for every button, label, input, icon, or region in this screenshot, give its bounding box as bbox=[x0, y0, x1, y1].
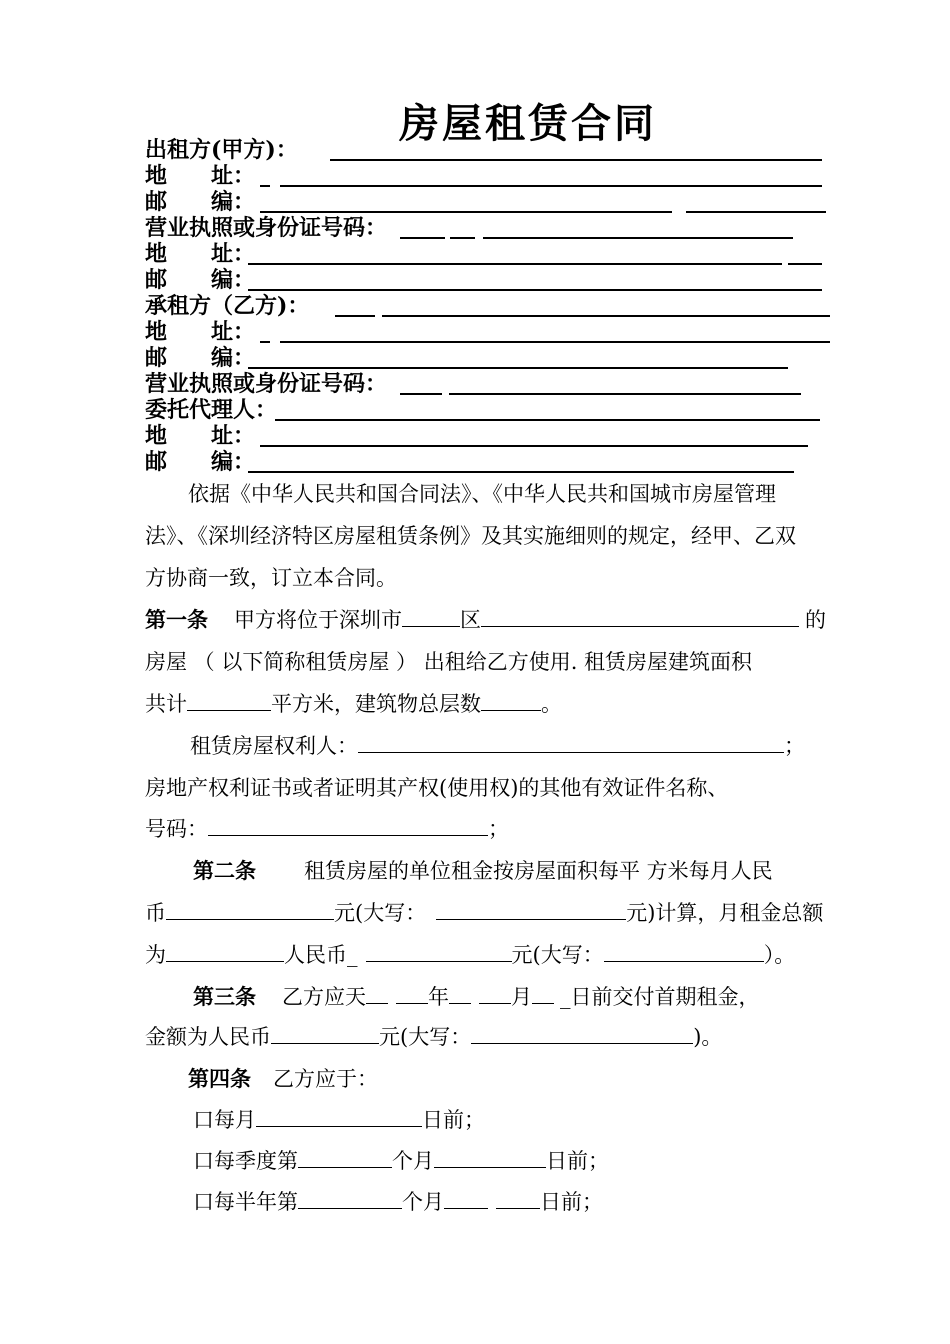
certificate-number-blank[interactable] bbox=[208, 817, 488, 836]
month-blank-b[interactable] bbox=[479, 985, 511, 1004]
article-3-heading: 第三条 bbox=[193, 984, 256, 1009]
first-rent-blank[interactable] bbox=[271, 1025, 379, 1044]
lessor-license-blank-a[interactable] bbox=[400, 237, 445, 239]
quarterly-month-blank[interactable] bbox=[298, 1149, 392, 1168]
year-blank-b[interactable] bbox=[396, 985, 428, 1004]
option-quarterly-label: 口每季度第 bbox=[193, 1149, 298, 1173]
year-blank-a[interactable] bbox=[366, 985, 388, 1004]
article-2-text: 租赁房屋的单位租金按房屋面积每平 方米每月人民 bbox=[304, 859, 773, 883]
lessee-license-blank-a[interactable] bbox=[400, 393, 442, 395]
lessee-agent-blank[interactable] bbox=[275, 419, 820, 421]
article-2-line-2 bbox=[145, 899, 823, 927]
lessee-license-label: 营业执照或身份证号码： bbox=[145, 371, 388, 397]
article-1-text-b: 区 bbox=[460, 608, 481, 632]
certificate-number-label: 号码： bbox=[145, 817, 208, 841]
semicolon: ； bbox=[488, 817, 509, 841]
lessor-address-blank-b[interactable] bbox=[280, 185, 822, 187]
lessee-blank-a[interactable] bbox=[335, 315, 375, 317]
article-1-line-1 bbox=[145, 606, 826, 634]
article-1-line-3 bbox=[145, 690, 562, 718]
article-2-line-3 bbox=[145, 941, 795, 969]
total-label: 为 bbox=[145, 943, 166, 967]
semiannual-day-blank-a[interactable] bbox=[444, 1190, 488, 1209]
lessee-address2-label: 地 址： bbox=[145, 423, 256, 449]
preamble-line-1: 依据《中华人民共和国合同法》、《中华人民共和国城市房屋管理 bbox=[188, 482, 776, 506]
article-4-heading: 第四条 bbox=[188, 1066, 251, 1091]
lessee-address-blank-a[interactable] bbox=[260, 341, 270, 343]
semiannual-month-blank[interactable] bbox=[298, 1190, 402, 1209]
location-blank[interactable] bbox=[481, 608, 799, 627]
yuan-words-label: 元(大写： bbox=[511, 943, 604, 967]
article-2-heading: 第二条 bbox=[193, 858, 256, 883]
lessor-address2-blank-b[interactable] bbox=[788, 263, 822, 265]
lessee-address-label: 地 址： bbox=[145, 319, 256, 345]
calc-text: 元)计算，月租金总额 bbox=[626, 901, 824, 925]
article-3-line-1 bbox=[193, 983, 760, 1011]
floors-blank[interactable] bbox=[481, 692, 541, 711]
owner-label: 租赁房屋权利人： bbox=[190, 734, 358, 758]
article-1-line-2: 房屋 （ 以下简称租赁房屋 ） 出租给乙方使用. 租赁房屋建筑面积 bbox=[145, 650, 753, 674]
monthly-day-blank[interactable] bbox=[256, 1108, 422, 1127]
option-quarterly-end: 日前； bbox=[546, 1149, 609, 1173]
article-1-text-c: 的 bbox=[805, 608, 826, 632]
semiannual-day-blank-b[interactable] bbox=[496, 1190, 540, 1209]
lessor-postcode2-blank[interactable] bbox=[248, 289, 822, 291]
yuan-words-label: 元(大写： bbox=[379, 1025, 472, 1049]
lessee-address2-blank[interactable] bbox=[260, 445, 808, 447]
article-4-text: 乙方应于： bbox=[273, 1067, 378, 1091]
lessor-address-label: 地 址： bbox=[145, 163, 256, 189]
lessor-postcode-label: 邮 编： bbox=[145, 189, 256, 215]
close-paren: )。 bbox=[693, 1025, 723, 1049]
period: 。 bbox=[541, 692, 562, 716]
lessee-address-blank-b[interactable] bbox=[280, 341, 830, 343]
lessee-postcode2-label: 邮 编： bbox=[145, 449, 256, 475]
year-label: 年 bbox=[428, 985, 449, 1009]
lessor-blank[interactable] bbox=[330, 159, 822, 161]
option-semiannual[interactable] bbox=[193, 1188, 603, 1216]
month-label: 个月 bbox=[402, 1190, 444, 1214]
document-title: 房屋租赁合同 bbox=[399, 100, 657, 147]
first-rent-label: 金额为人民币 bbox=[145, 1025, 271, 1049]
lessor-postcode2-label: 邮 编： bbox=[145, 267, 256, 293]
lessee-postcode-blank[interactable] bbox=[248, 367, 788, 369]
currency-label: 币 bbox=[145, 901, 166, 925]
article-2-line-1 bbox=[193, 857, 773, 885]
preamble-line-2: 法》、《深圳经济特区房屋租赁条例》及其实施细则的规定，经甲、乙双 bbox=[145, 524, 796, 548]
article-4-line-1 bbox=[188, 1065, 378, 1093]
lessor-license-blank-b[interactable] bbox=[450, 237, 475, 239]
quarterly-day-blank[interactable] bbox=[434, 1149, 546, 1168]
article-3-text-b: _日前交付首期租金， bbox=[560, 985, 760, 1009]
area-blank[interactable] bbox=[187, 692, 271, 711]
article-1-heading: 第一条 bbox=[145, 607, 208, 632]
lessee-postcode-label: 邮 编： bbox=[145, 345, 256, 371]
close-paren: ）。 bbox=[763, 943, 796, 967]
lessor-address2-label: 地 址： bbox=[145, 241, 256, 267]
lessor-license-label: 营业执照或身份证号码： bbox=[145, 215, 388, 241]
area-label: 共计 bbox=[145, 692, 187, 716]
lessor-postcode-blank-b[interactable] bbox=[686, 211, 826, 213]
certificate-number-line bbox=[145, 815, 509, 843]
month-label: 月 bbox=[511, 985, 532, 1009]
lessor-postcode-blank-a[interactable] bbox=[260, 211, 672, 213]
unit-rent-blank[interactable] bbox=[166, 901, 334, 920]
option-quarterly[interactable] bbox=[193, 1147, 609, 1175]
option-monthly-label: 口每月 bbox=[193, 1108, 256, 1132]
month-blank-a[interactable] bbox=[449, 985, 471, 1004]
lessor-label: 出租方(甲方)： bbox=[145, 137, 298, 163]
lessee-blank-b[interactable] bbox=[382, 315, 830, 317]
lessee-postcode2-blank[interactable] bbox=[248, 471, 794, 473]
owner-blank[interactable] bbox=[358, 734, 784, 753]
owner-line bbox=[190, 732, 805, 760]
district-blank[interactable] bbox=[402, 608, 460, 627]
semicolon: ； bbox=[784, 734, 805, 758]
lessor-license-blank-c[interactable] bbox=[483, 237, 793, 239]
article-3-text-a: 乙方应天 bbox=[282, 985, 366, 1009]
lessee-agent-label: 委托代理人： bbox=[145, 397, 278, 423]
article-3-line-2 bbox=[145, 1023, 722, 1051]
unit-rent-words-blank[interactable] bbox=[436, 901, 626, 920]
monthly-rent-amount-blank[interactable] bbox=[366, 943, 512, 962]
rmb-label: 人民币_ bbox=[284, 943, 358, 967]
monthly-rent-words-blank[interactable] bbox=[604, 943, 764, 962]
lessor-address-blank-a[interactable] bbox=[260, 185, 270, 187]
lessee-license-blank-b[interactable] bbox=[449, 393, 801, 395]
certificate-line: 房地产权利证书或者证明其产权(使用权)的其他有效证件名称、 bbox=[145, 776, 729, 800]
monthly-rent-blank[interactable] bbox=[166, 943, 284, 962]
month-label: 个月 bbox=[392, 1149, 434, 1173]
lessor-address2-blank-a[interactable] bbox=[248, 263, 782, 265]
option-monthly[interactable] bbox=[193, 1106, 485, 1134]
day-blank[interactable] bbox=[532, 985, 554, 1004]
preamble-line-3: 方协商一致，订立本合同。 bbox=[145, 566, 397, 590]
option-semiannual-label: 口每半年第 bbox=[193, 1190, 298, 1214]
article-1-text-a: 甲方将位于深圳市 bbox=[234, 608, 402, 632]
yuan-label: 元(大写： bbox=[334, 901, 427, 925]
floors-label: 平方米，建筑物总层数 bbox=[271, 692, 481, 716]
option-semiannual-end: 日前； bbox=[540, 1190, 603, 1214]
option-monthly-end: 日前； bbox=[422, 1108, 485, 1132]
lessee-label: 承租方（乙方)： bbox=[145, 293, 310, 319]
first-rent-words-blank[interactable] bbox=[471, 1025, 693, 1044]
